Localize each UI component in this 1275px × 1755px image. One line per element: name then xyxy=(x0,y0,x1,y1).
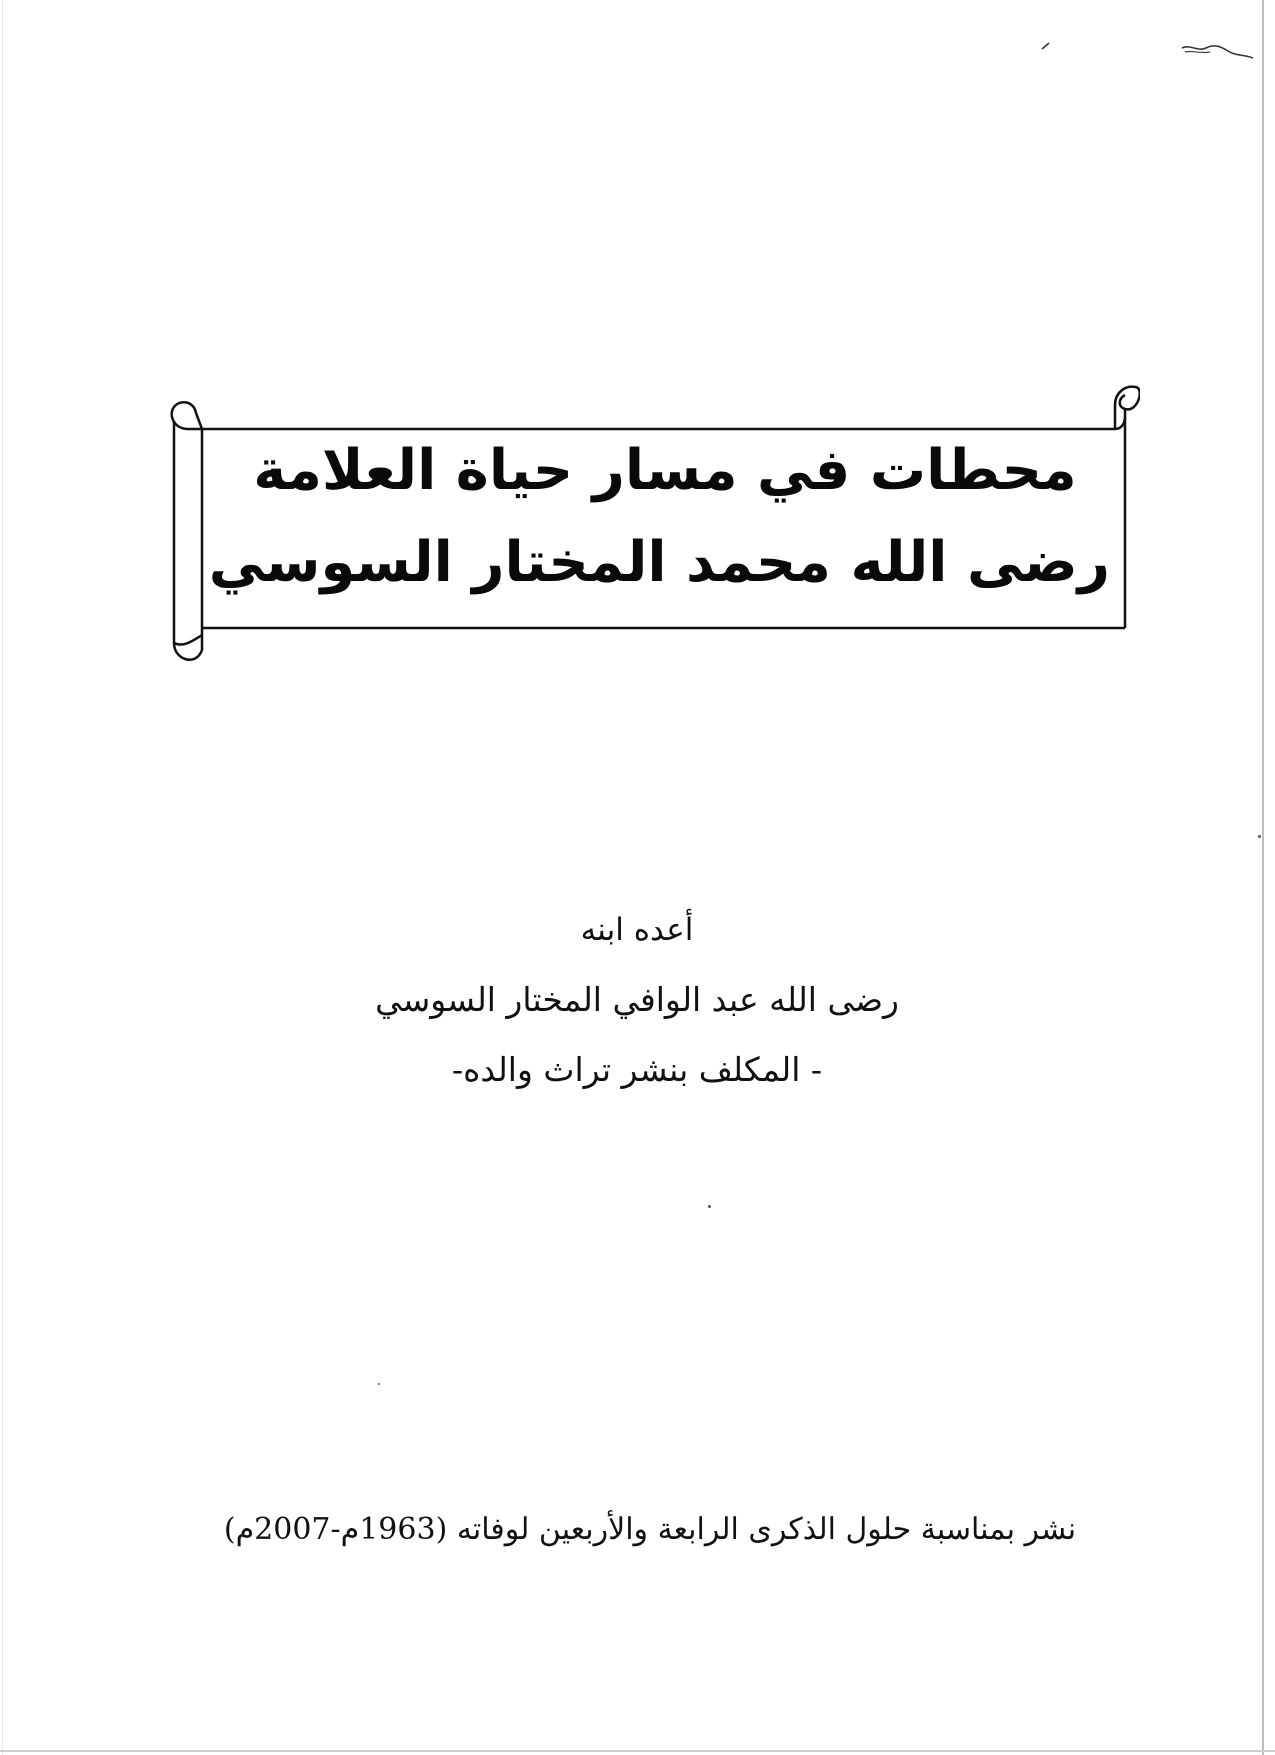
page-edge-right xyxy=(1262,0,1264,1755)
scan-dot xyxy=(708,1205,711,1208)
title-block xyxy=(208,425,1110,609)
scan-mark xyxy=(1040,40,1052,52)
page-edge-bottom xyxy=(0,1750,1275,1752)
scan-dot xyxy=(1258,835,1261,838)
credit-block xyxy=(337,895,937,1105)
author-role: - المكلف بنشر تراث والده- xyxy=(451,1050,823,1089)
margin-scribble xyxy=(1180,38,1255,64)
main-title-line-1: محطات في مسار حياة العلامة xyxy=(253,438,1077,503)
title-scroll-banner xyxy=(160,385,1140,670)
author-name: رضى الله عبد الوافي المختار السوسي xyxy=(375,980,899,1019)
publication-occasion: نشر بمناسبة حلول الذكرى الرابعة والأربعين لوفاته (1963م-2007م) xyxy=(223,1512,1077,1547)
page-edge-left xyxy=(2,0,3,1755)
prepared-by-label: أعده ابنه xyxy=(580,912,694,948)
main-title-line-2: رضى الله محمد المختار السوسي xyxy=(208,530,1110,595)
scan-dot xyxy=(378,1383,380,1385)
